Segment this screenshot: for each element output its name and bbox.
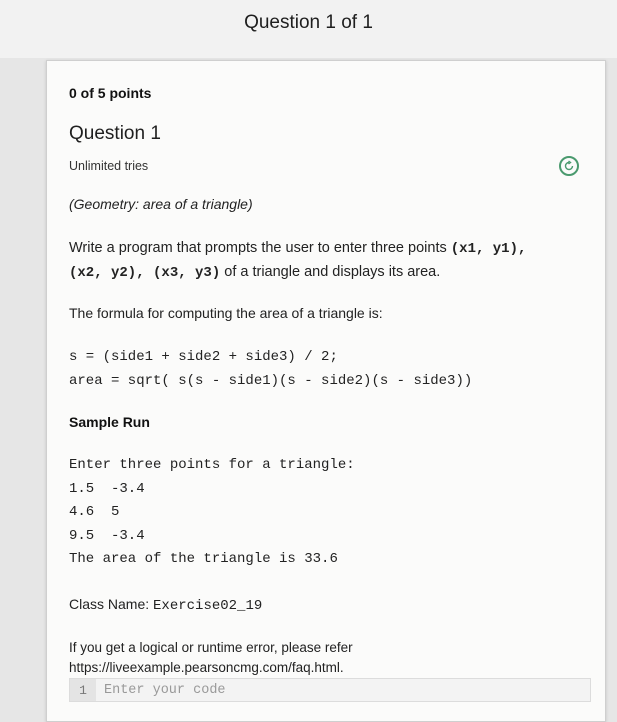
page-title: Question 1 of 1: [244, 12, 373, 33]
question-card: [46, 60, 606, 722]
error-note-line: If you get a logical or runtime error, please refer: [69, 640, 353, 655]
sample-run-heading: Sample Run: [69, 414, 150, 430]
question-prompt: [69, 237, 589, 285]
retry-icon-glyph: [563, 160, 575, 172]
sample-line: The area of the triangle is 33.6: [69, 551, 338, 567]
prompt-code-1: (x1, y1),: [450, 241, 527, 257]
retry-icon[interactable]: [559, 156, 579, 176]
line-number: 1: [70, 679, 96, 701]
code-editor[interactable]: [69, 678, 591, 702]
points-score: 0 of 5 points: [69, 85, 152, 101]
prompt-code-2: (x2, y2), (x3, y3): [69, 265, 221, 281]
sample-line: 9.5 -3.4: [69, 527, 145, 544]
prompt-text-1: Write a program that prompts the user to enter three points: [69, 240, 451, 256]
class-name-label: Class Name:: [69, 596, 154, 612]
question-subtitle: (Geometry: area of a triangle): [69, 196, 253, 212]
class-name-value: Exercise02_19: [153, 598, 263, 614]
formula-code: [69, 345, 472, 393]
sample-line: 1.5 -3.4: [69, 480, 145, 497]
error-note: [69, 638, 569, 678]
class-name: [69, 596, 262, 614]
formula-intro: The formula for computing the area of a triangle is:: [69, 305, 383, 321]
tries-label: Unlimited tries: [69, 159, 149, 173]
faq-link[interactable]: https://liveexample.pearsoncmg.com/faq.html.: [69, 660, 344, 675]
code-input[interactable]: [96, 679, 590, 701]
prompt-text-2: of a triangle and displays its area.: [220, 264, 441, 280]
formula-line: area = sqrt( s(s - side1)(s - side2)(s - side3)): [69, 373, 473, 389]
sample-run-output: [69, 454, 355, 572]
formula-line: s = (side1 + side2 + side3) / 2;: [69, 349, 338, 365]
sample-line: Enter three points for a triangle:: [69, 457, 355, 473]
sample-line: 4.6 5: [69, 504, 120, 520]
question-title: Question 1: [69, 123, 161, 144]
